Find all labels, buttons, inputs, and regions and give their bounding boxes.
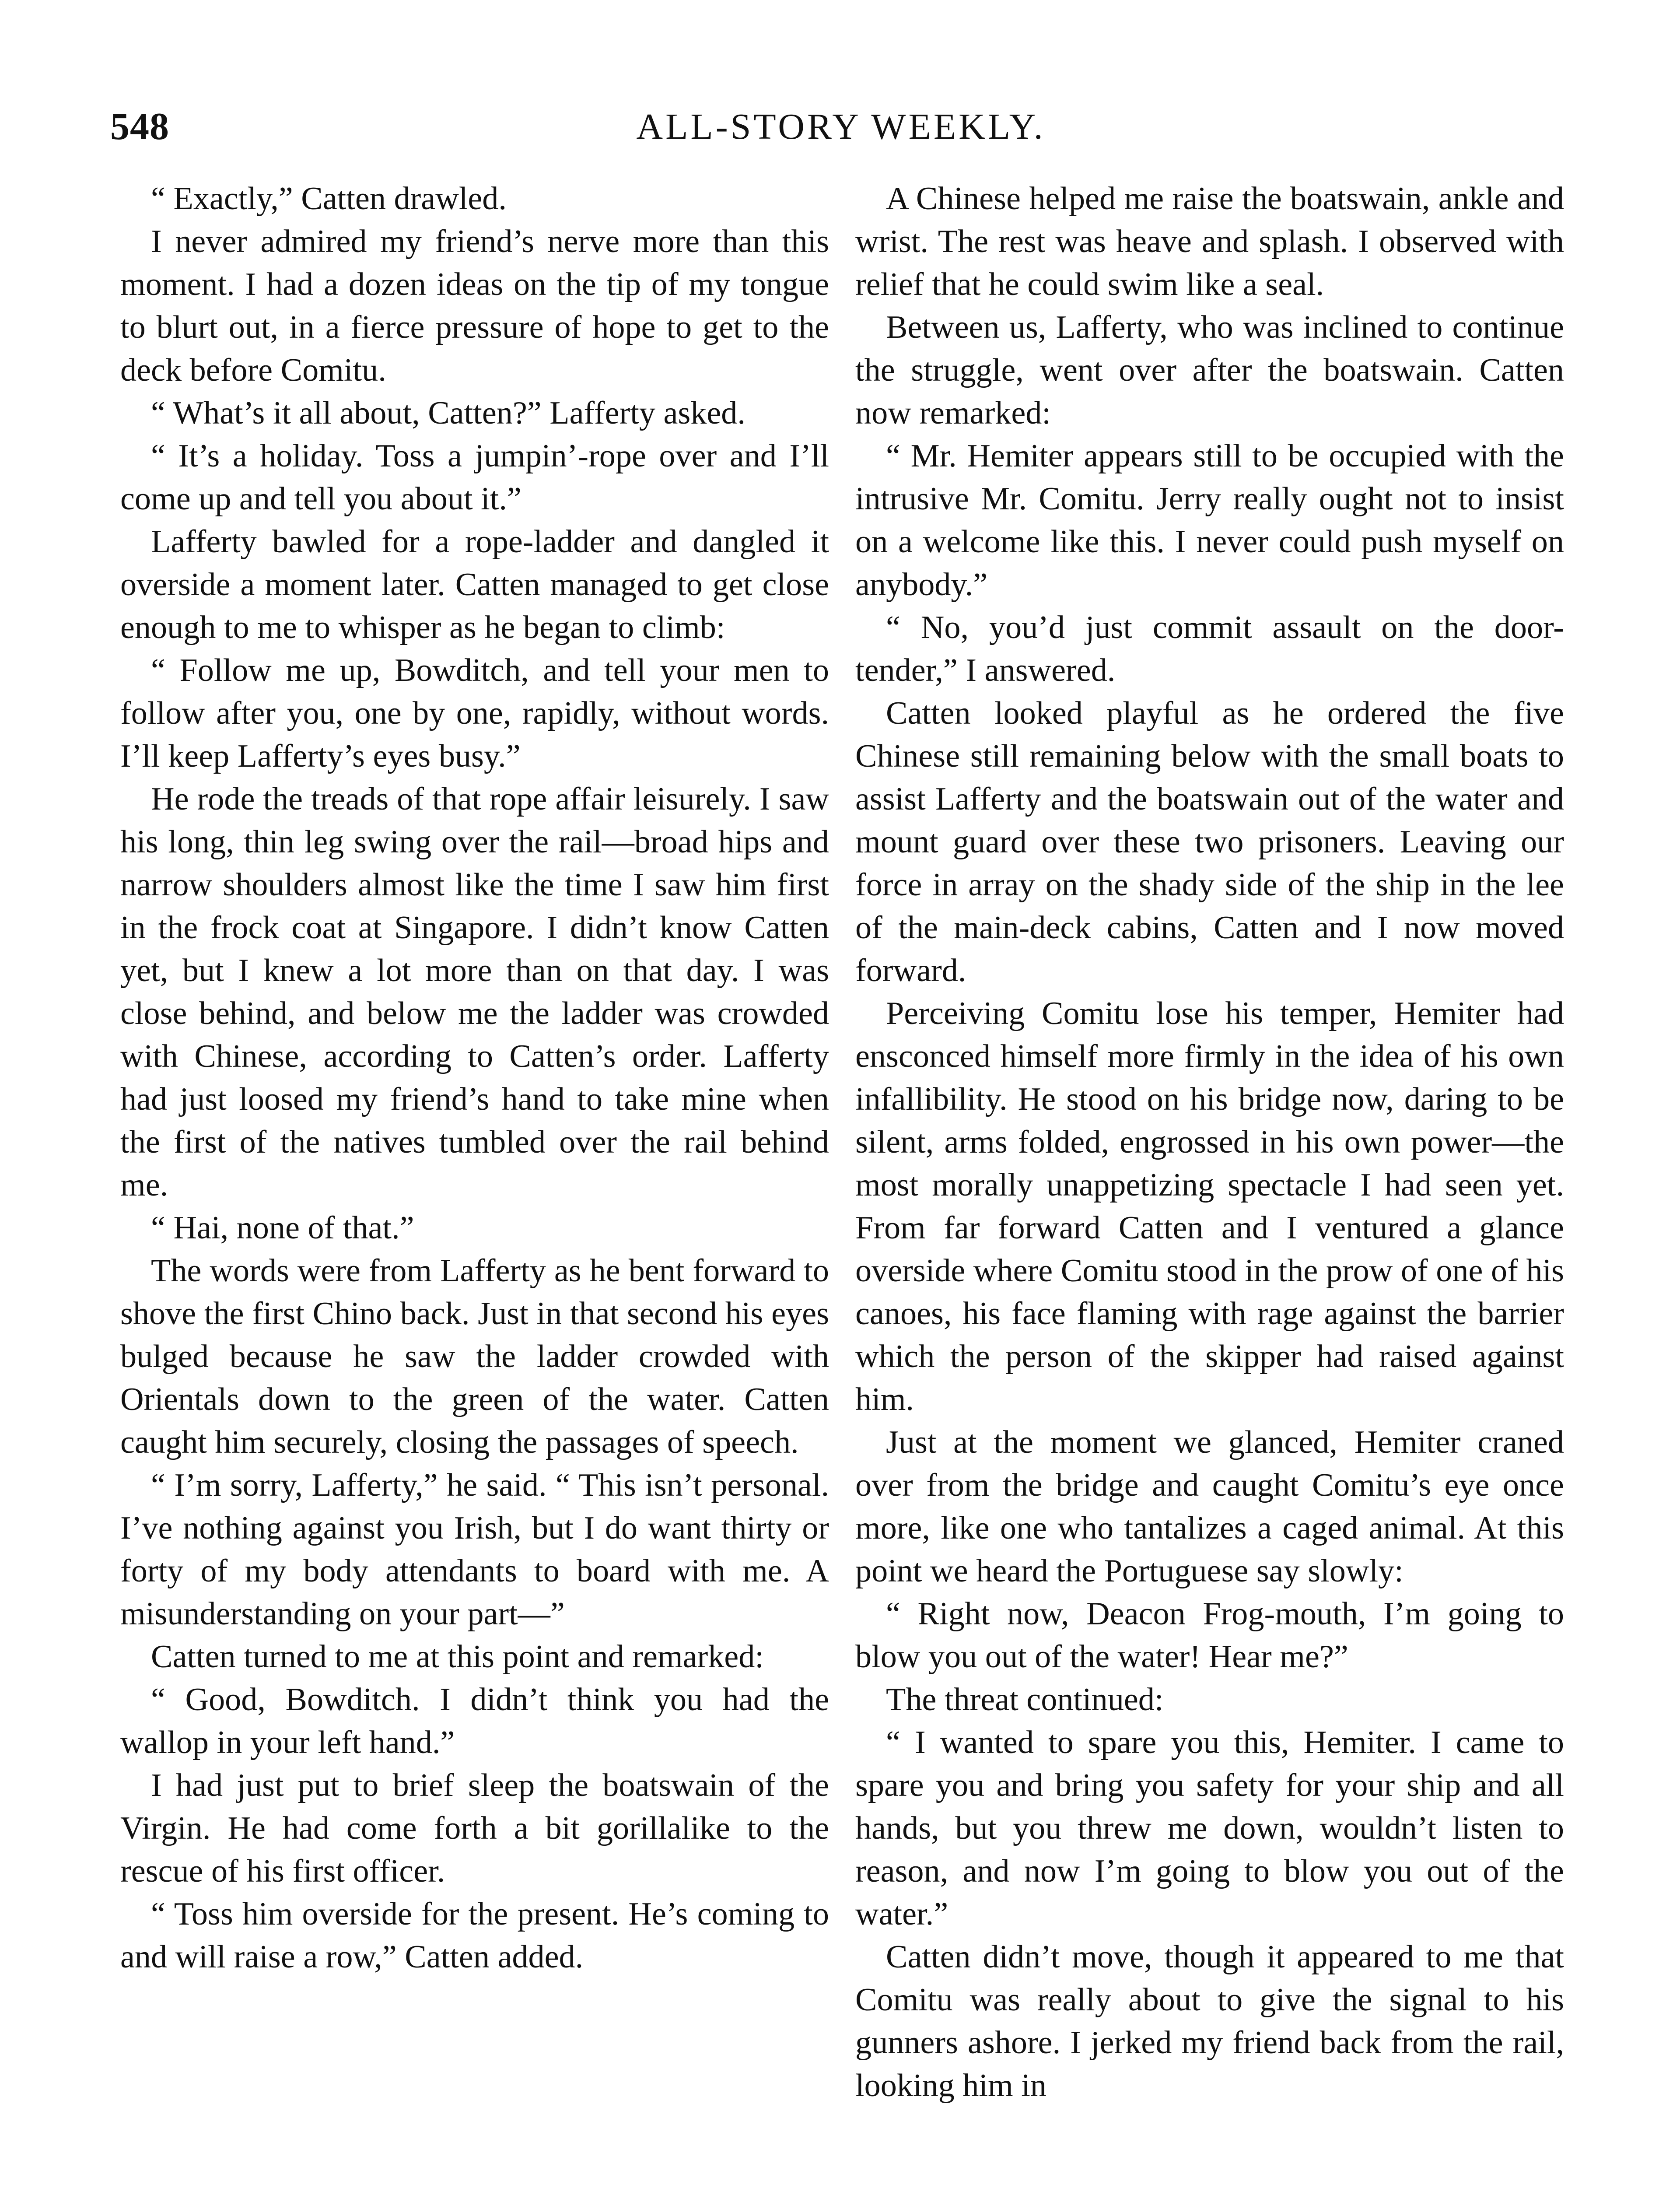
paragraph: The threat continued: xyxy=(886,1682,1164,1718)
left-column xyxy=(120,177,829,1978)
paragraph: “ Hai, none of that.” xyxy=(151,1210,414,1246)
paragraph: Perceiving Comitu lose his temper, Hemiter had ensconced himself more firmly in the idea of his own infallibility. He stood on his bridge now, daring to be silent, arms folded, engrossed in his own power—the most morally unappetizing spectacle I had seen yet. From far forward Catten and I ventured a glance overside where Comitu stood in the prow of one of his canoes, his face flaming with rage against the barrier which the person of the skipper had raised against him. xyxy=(855,996,1564,1417)
paragraph: “ I wanted to spare you this, Hemiter. I came to spare you and bring you safety for your ship and all hands, but you threw me down, wouldn’t listen to reason, and now I’m going to blow you out of the water.” xyxy=(855,1725,1564,1932)
paragraph: “ No, you’d just commit assault on the door-tender,” I answered. xyxy=(855,610,1564,688)
paragraph: The words were from Lafferty as he bent forward to shove the first Chino back. Just in that second his eyes bulged because he saw the ladder crowded with Orientals down to the green of the water. Catten caught him securely, closing the passages of speech. xyxy=(120,1253,829,1460)
paragraph: “ Follow me up, Bowditch, and tell your men to follow after you, one by one, rapidly, without words. I’ll keep Lafferty’s eyes busy.” xyxy=(120,652,829,774)
paragraph: “ Right now, Deacon Frog-mouth, I’m going to blow you out of the water! Hear me?” xyxy=(855,1596,1564,1675)
paragraph: I had just put to brief sleep the boatswain of the Virgin. He had come forth a bit gorillalike to the rescue of his first officer. xyxy=(120,1767,829,1889)
page-header xyxy=(110,101,1572,153)
paragraph: “ It’s a holiday. Toss a jumpin’-rope over and I’ll come up and tell you about it.” xyxy=(120,438,829,517)
paragraph: “ Toss him overside for the present. He’s coming to and will raise a row,” Catten added. xyxy=(120,1896,829,1975)
paragraph: Between us, Lafferty, who was inclined to continue the struggle, went over after the boatswain. Catten now remarked: xyxy=(855,309,1564,431)
paragraph: “ I’m sorry, Lafferty,” he said. “ This isn’t personal. I’ve nothing against you Irish, but I do want thirty or forty of my body attendants to board with me. A misunderstanding on your part—” xyxy=(120,1467,829,1632)
paragraph: A Chinese helped me raise the boatswain, ankle and wrist. The rest was heave and splash. I observed with relief that he could swim like a seal. xyxy=(855,181,1564,302)
paragraph: I never admired my friend’s nerve more than this moment. I had a dozen ideas on the tip of my tongue to blurt out, in a fierce pressure of hope to get to the deck before Comitu. xyxy=(120,224,829,388)
page-number: 548 xyxy=(110,105,169,148)
paragraph: “ Mr. Hemiter appears still to be occupied with the intrusive Mr. Comitu. Jerry really ought not to insist on a welcome like this. I never could push myself on anybody.” xyxy=(855,438,1564,603)
paragraph: He rode the treads of that rope affair leisurely. I saw his long, thin leg swing over the rail—broad hips and narrow shoulders almost like the time I saw him first in the frock coat at Singapore. I didn’t know Catten yet, but I knew a lot more than on that day. I was close behind, and below me the ladder was crowded with Chinese, according to Catten’s order. Lafferty had just loosed my friend’s hand to take mine when the first of the natives tumbled over the rail behind me. xyxy=(120,781,829,1203)
paragraph: “ What’s it all about, Catten?” Lafferty asked. xyxy=(151,395,746,431)
running-head: ALL-STORY WEEKLY. xyxy=(636,106,1046,147)
paragraph: Just at the moment we glanced, Hemiter craned over from the bridge and caught Comitu’s eye once more, like one who tantalizes a caged animal. At this point we heard the Portuguese say slowly: xyxy=(855,1424,1564,1589)
paragraph: Lafferty bawled for a rope-ladder and dangled it overside a moment later. Catten managed to get close enough to me to whisper as he began to climb: xyxy=(120,524,829,645)
paragraph: Catten turned to me at this point and remarked: xyxy=(151,1639,764,1675)
paragraph: Catten looked playful as he ordered the five Chinese still remaining below with the small boats to assist Lafferty and the boatswain out of the water and mount guard over these two prisoners. Leaving our force in array on the shady side of the ship in the lee of the main-deck cabins, Catten and I now moved forward. xyxy=(855,695,1564,989)
paragraph: “ Exactly,” Catten drawled. xyxy=(151,181,507,217)
paragraph: “ Good, Bowditch. I didn’t think you had the wallop in your left hand.” xyxy=(120,1682,829,1760)
right-column xyxy=(855,177,1564,2107)
paragraph: Catten didn’t move, though it appeared to me that Comitu was really about to give the signal to his gunners ashore. I jerked my friend back from the rail, looking him in xyxy=(855,1939,1564,2104)
